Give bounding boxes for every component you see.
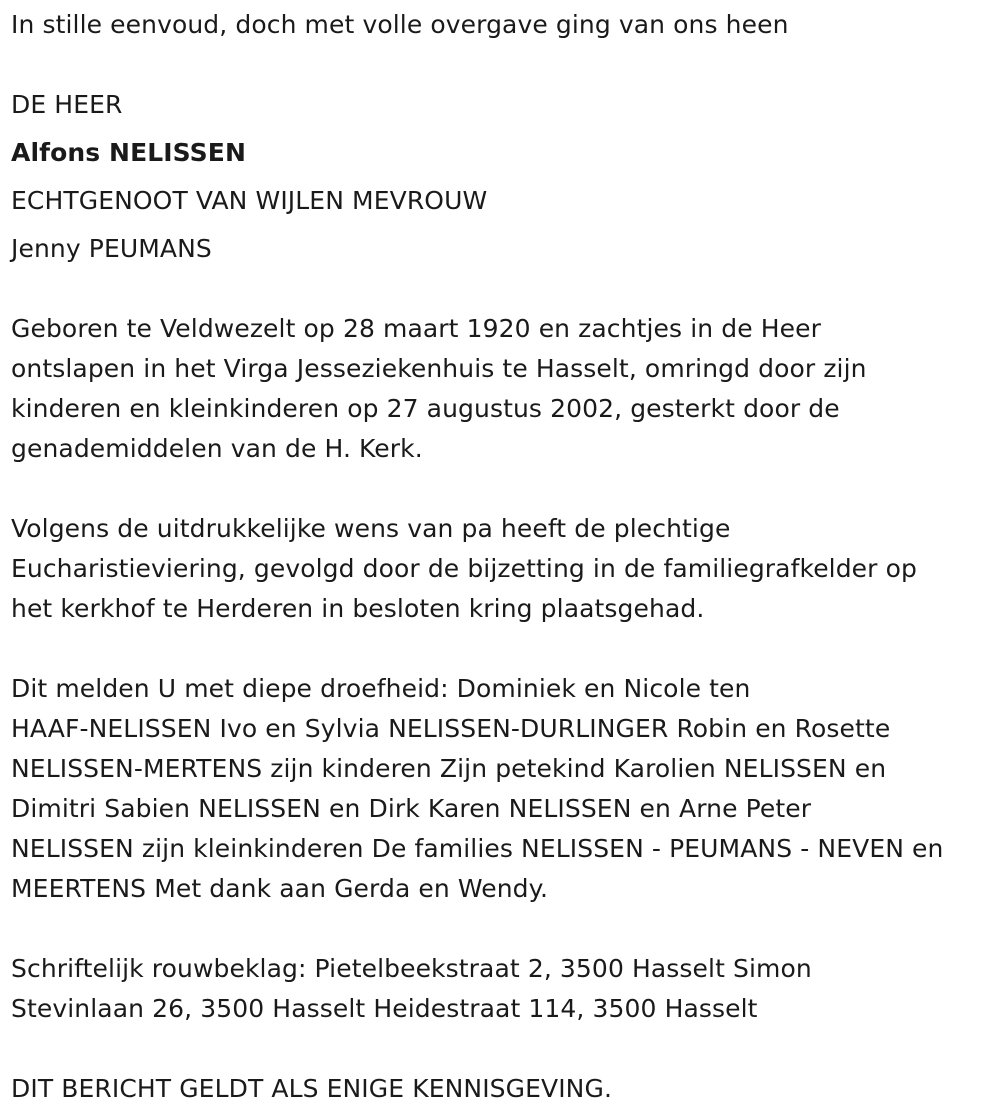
condolence-line: Schriftelijk rouwbeklag: Pietelbeekstraat 2, 3500 Hasselt Simon xyxy=(11,954,812,983)
intro-text: In stille eenvoud, doch met volle overgave ging van ons heen xyxy=(11,10,789,39)
ceremony-line: Volgens de uitdrukkelijke wens van pa heeft de plechtige xyxy=(11,514,731,543)
birth-line: kinderen en kleinkinderen op 27 augustus 2002, gesterkt door de xyxy=(11,394,840,423)
family-line: HAAF-NELISSEN Ivo en Sylvia NELISSEN-DURLINGER Robin en Rosette xyxy=(11,714,891,743)
family-line: MEERTENS Met dank aan Gerda en Wendy. xyxy=(11,874,549,903)
deceased-name: Alfons NELISSEN xyxy=(11,138,246,167)
condolence-line: Stevinlaan 26, 3500 Hasselt Heidestraat 114, 3500 Hasselt xyxy=(11,994,758,1023)
birth-line: genademiddelen van de H. Kerk. xyxy=(11,434,423,463)
family-line: Dimitri Sabien NELISSEN en Dirk Karen NELISSEN en Arne Peter xyxy=(11,794,812,823)
ceremony-line: het kerkhof te Herderen in besloten kring plaatsgehad. xyxy=(11,594,705,623)
heading-title: DE HEER xyxy=(11,90,123,119)
spouse-name: Jenny PEUMANS xyxy=(11,234,212,263)
ceremony-line: Eucharistieviering, gevolgd door de bijzetting in de familiegrafkelder op xyxy=(11,554,917,583)
family-line: NELISSEN-MERTENS zijn kinderen Zijn petekind Karolien NELISSEN en xyxy=(11,754,887,783)
birth-line: ontslapen in het Virga Jesseziekenhuis te Hasselt, omringd door zijn xyxy=(11,354,867,383)
closing-notice: DIT BERICHT GELDT ALS ENIGE KENNISGEVING. xyxy=(11,1074,612,1103)
birth-line: Geboren te Veldwezelt op 28 maart 1920 en zachtjes in de Heer xyxy=(11,314,821,343)
family-line: NELISSEN zijn kleinkinderen De families NELISSEN - PEUMANS - NEVEN en xyxy=(11,834,944,863)
relation-text: ECHTGENOOT VAN WIJLEN MEVROUW xyxy=(11,186,488,215)
family-line: Dit melden U met diepe droefheid: Dominiek en Nicole ten xyxy=(11,674,751,703)
